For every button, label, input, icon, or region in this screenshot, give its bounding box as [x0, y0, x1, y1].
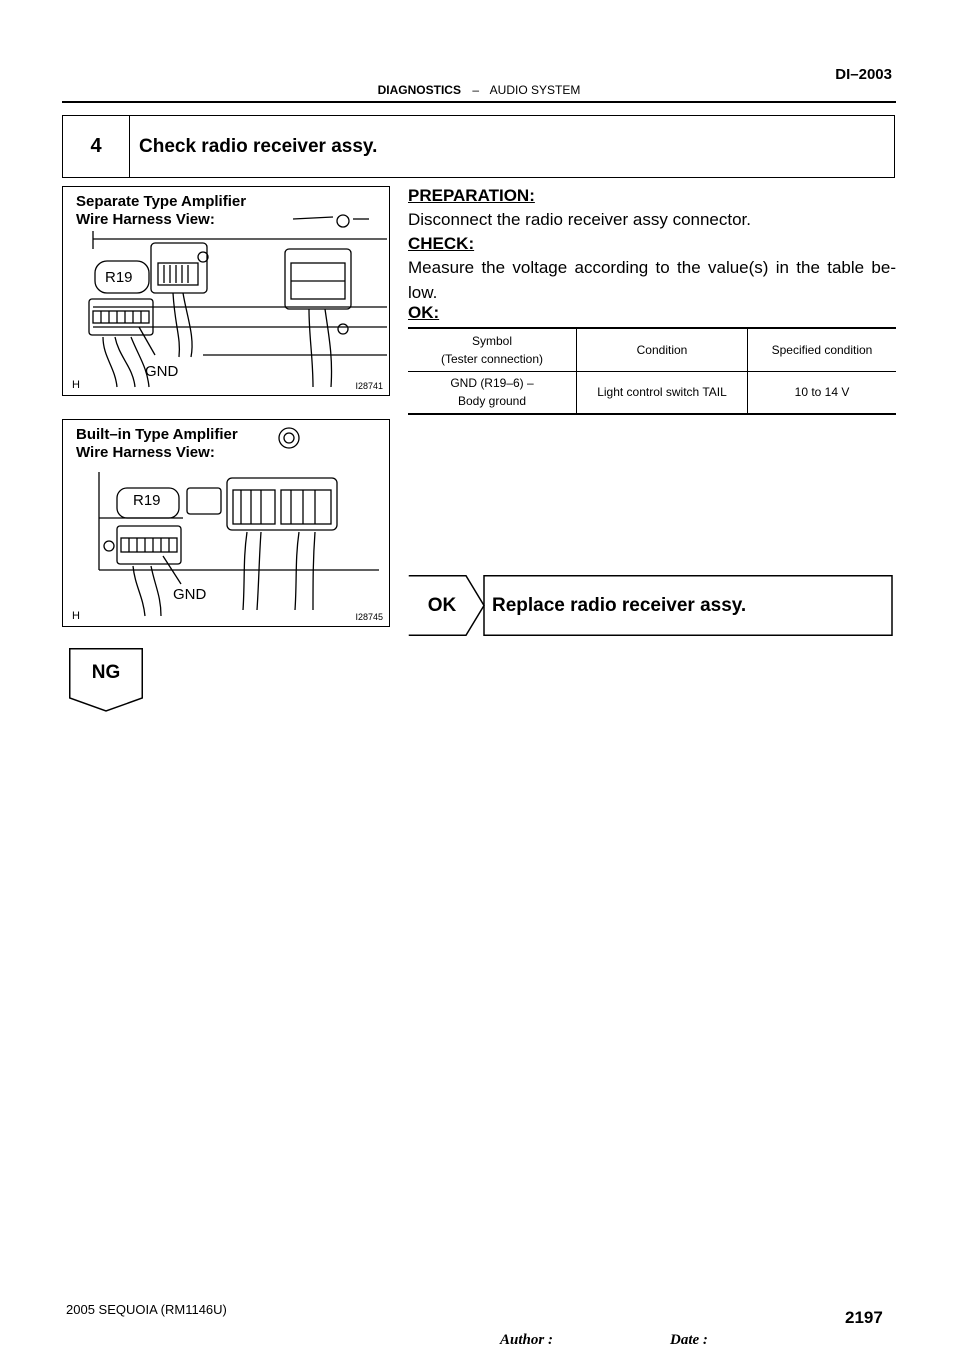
- corner-mark: H: [72, 610, 80, 622]
- header-specified: Specified condition: [748, 328, 897, 371]
- figure-built-in-amplifier: [62, 419, 390, 627]
- ng-label: NG: [91, 662, 121, 683]
- header-condition: Condition: [577, 328, 748, 371]
- figure-separate-amplifier: [62, 186, 390, 396]
- header-separator: –: [472, 83, 479, 97]
- figure-caption: Separate Type Amplifier Wire Harness View:: [76, 193, 247, 228]
- header-rule: [62, 101, 896, 103]
- figure-code: I28741: [355, 381, 383, 391]
- step-number: 4: [63, 116, 130, 177]
- running-header: [62, 83, 896, 97]
- cell-condition: Light control switch TAIL: [577, 371, 748, 414]
- preparation-heading: PREPARATION:: [408, 186, 535, 205]
- footer-page-number: 2197: [845, 1308, 883, 1327]
- figure-code: I28745: [355, 612, 383, 622]
- preparation-text: Disconnect the radio receiver assy connector.: [408, 210, 752, 229]
- step-box: [62, 115, 895, 178]
- step-title: Check radio receiver assy.: [139, 135, 378, 157]
- ng-result-box: [69, 648, 143, 712]
- connector-label: R19: [133, 492, 161, 509]
- ok-result-box: [408, 575, 893, 636]
- header-symbol: Symbol (Tester connection): [408, 328, 577, 371]
- cell-specified: 10 to 14 V: [748, 371, 897, 414]
- footer-author-label: Author :: [500, 1332, 553, 1348]
- connector-label: R19: [105, 269, 133, 286]
- check-heading: CHECK:: [408, 234, 475, 253]
- footer-date-label: Date :: [670, 1332, 708, 1348]
- header-category: DIAGNOSTICS: [377, 83, 461, 97]
- check-text: Measure the voltage according to the value(s) in the table be- low.: [408, 258, 896, 302]
- page-id: DI–2003: [835, 66, 892, 83]
- footer-model: 2005 SEQUOIA (RM1146U): [66, 1302, 227, 1317]
- ok-action-text: Replace radio receiver assy.: [492, 594, 747, 616]
- terminal-label: GND: [145, 363, 179, 380]
- ok-heading: OK:: [408, 303, 440, 322]
- header-section: AUDIO SYSTEM: [489, 83, 581, 97]
- cell-symbol: GND (R19–6) – Body ground: [408, 371, 577, 414]
- spec-table: [408, 327, 896, 415]
- table-header-row: [408, 328, 896, 371]
- ok-label: OK: [427, 594, 457, 616]
- table-row: [408, 371, 896, 414]
- terminal-label: GND: [173, 586, 207, 603]
- figure-caption: Built–in Type Amplifier Wire Harness View:: [76, 426, 238, 461]
- corner-mark: H: [72, 379, 80, 391]
